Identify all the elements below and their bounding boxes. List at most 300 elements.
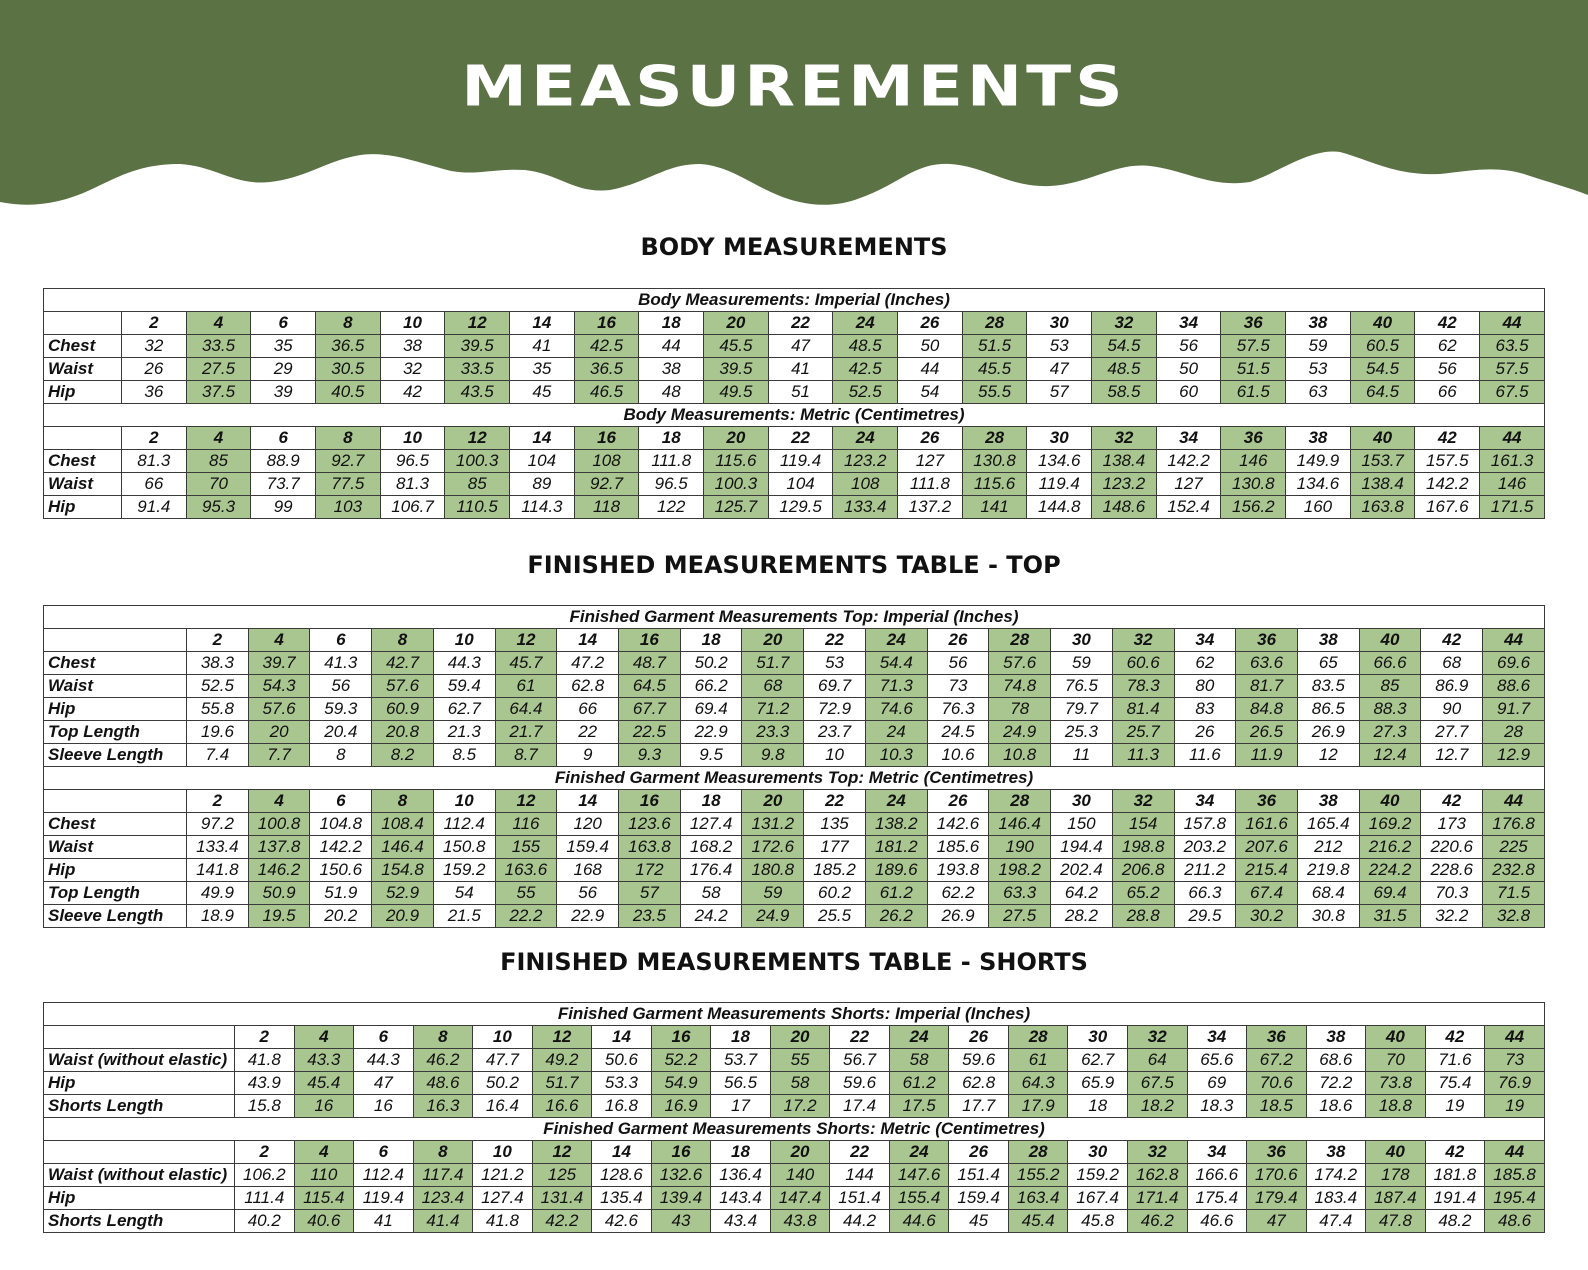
value-cell: 30.8 xyxy=(1297,905,1359,928)
value-cell: 83.5 xyxy=(1297,675,1359,698)
value-cell: 54 xyxy=(433,882,495,905)
value-cell: 51.5 xyxy=(1221,358,1286,381)
value-cell: 42 xyxy=(380,381,445,404)
value-cell: 65.9 xyxy=(1068,1072,1128,1095)
size-header-cell: 36 xyxy=(1236,790,1298,813)
value-cell: 48.6 xyxy=(1485,1210,1545,1233)
size-header-cell: 32 xyxy=(1112,790,1174,813)
size-header-cell: 12 xyxy=(495,790,557,813)
table-row xyxy=(44,652,1545,675)
value-cell: 64.3 xyxy=(1008,1072,1068,1095)
size-header-cell: 16 xyxy=(651,1141,711,1164)
value-cell: 58.5 xyxy=(1092,381,1157,404)
value-cell: 207.6 xyxy=(1236,836,1298,859)
size-header-cell: 6 xyxy=(251,312,316,335)
size-header-cell: 8 xyxy=(316,312,381,335)
value-cell: 232.8 xyxy=(1483,859,1545,882)
value-cell: 76.3 xyxy=(927,698,989,721)
value-cell: 63.5 xyxy=(1480,335,1545,358)
value-cell: 71.2 xyxy=(742,698,804,721)
value-cell: 118 xyxy=(574,496,639,519)
value-cell: 8.7 xyxy=(495,744,557,767)
value-cell: 88.9 xyxy=(251,450,316,473)
value-cell: 146 xyxy=(1221,450,1286,473)
value-cell: 69.6 xyxy=(1483,652,1545,675)
value-cell: 41.4 xyxy=(413,1210,473,1233)
size-header-cell: 8 xyxy=(413,1026,473,1049)
value-cell: 46.2 xyxy=(413,1049,473,1072)
value-cell: 11.6 xyxy=(1174,744,1236,767)
size-header-cell: 40 xyxy=(1366,1141,1426,1164)
value-cell: 59 xyxy=(742,882,804,905)
value-cell: 142.6 xyxy=(927,813,989,836)
value-cell: 106.7 xyxy=(380,496,445,519)
value-cell: 68.6 xyxy=(1306,1049,1366,1072)
size-header-row xyxy=(44,629,1545,652)
value-cell: 47 xyxy=(1027,358,1092,381)
value-cell: 59.6 xyxy=(830,1072,890,1095)
value-cell: 104 xyxy=(768,473,833,496)
value-cell: 8.2 xyxy=(372,744,434,767)
size-header-cell: 34 xyxy=(1174,790,1236,813)
value-cell: 131.4 xyxy=(532,1187,592,1210)
value-cell: 18.9 xyxy=(187,905,249,928)
value-cell: 148.6 xyxy=(1092,496,1157,519)
size-header-cell: 24 xyxy=(833,427,898,450)
row-label: Waist (without elastic) xyxy=(44,1164,235,1187)
size-header-cell: 16 xyxy=(651,1026,711,1049)
value-cell: 91.4 xyxy=(122,496,187,519)
table-caption: Finished Garment Measurements Shorts: Metric (Centimetres) xyxy=(44,1118,1545,1141)
value-cell: 110.5 xyxy=(445,496,510,519)
value-cell: 120 xyxy=(557,813,619,836)
table-row xyxy=(44,473,1545,496)
size-header-cell: 30 xyxy=(1068,1141,1128,1164)
value-cell: 23.3 xyxy=(742,721,804,744)
size-header-cell: 14 xyxy=(510,312,575,335)
size-header-cell: 26 xyxy=(898,427,963,450)
row-label: Sleeve Length xyxy=(44,905,187,928)
value-cell: 137.8 xyxy=(248,836,310,859)
value-cell: 42.6 xyxy=(592,1210,652,1233)
value-cell: 15.8 xyxy=(235,1095,295,1118)
value-cell: 99 xyxy=(251,496,316,519)
value-cell: 9.8 xyxy=(742,744,804,767)
value-cell: 46.5 xyxy=(574,381,639,404)
value-cell: 53 xyxy=(1286,358,1351,381)
value-cell: 44.3 xyxy=(354,1049,414,1072)
row-label: Hip xyxy=(44,1187,235,1210)
value-cell: 44.6 xyxy=(889,1210,949,1233)
value-cell: 140 xyxy=(770,1164,830,1187)
value-cell: 48.6 xyxy=(413,1072,473,1095)
value-cell: 212 xyxy=(1297,836,1359,859)
value-cell: 84.8 xyxy=(1236,698,1298,721)
value-cell: 17.7 xyxy=(949,1095,1009,1118)
value-cell: 11.3 xyxy=(1112,744,1174,767)
value-cell: 88.3 xyxy=(1359,698,1421,721)
value-cell: 39 xyxy=(251,381,316,404)
value-cell: 7.7 xyxy=(248,744,310,767)
value-cell: 64.4 xyxy=(495,698,557,721)
value-cell: 10.3 xyxy=(865,744,927,767)
value-cell: 19.5 xyxy=(248,905,310,928)
table-row xyxy=(44,882,1545,905)
size-header-cell: 18 xyxy=(680,790,742,813)
value-cell: 11 xyxy=(1051,744,1113,767)
size-header-cell: 6 xyxy=(310,790,372,813)
value-cell: 134.6 xyxy=(1286,473,1351,496)
value-cell: 68 xyxy=(1421,652,1483,675)
value-cell: 24.2 xyxy=(680,905,742,928)
value-cell: 10.8 xyxy=(989,744,1051,767)
value-cell: 47 xyxy=(354,1072,414,1095)
value-cell: 36 xyxy=(122,381,187,404)
value-cell: 74.8 xyxy=(989,675,1051,698)
size-header-row xyxy=(44,1026,1545,1049)
value-cell: 72.2 xyxy=(1306,1072,1366,1095)
size-header-cell: 26 xyxy=(898,312,963,335)
value-cell: 40.5 xyxy=(316,381,381,404)
value-cell: 70.3 xyxy=(1421,882,1483,905)
value-cell: 39.5 xyxy=(445,335,510,358)
value-cell: 136.4 xyxy=(711,1164,771,1187)
value-cell: 159.2 xyxy=(1068,1164,1128,1187)
size-header-cell: 36 xyxy=(1247,1026,1307,1049)
section-title-shorts: FINISHED MEASUREMENTS TABLE - SHORTS xyxy=(500,948,1088,976)
size-header-cell: 28 xyxy=(989,629,1051,652)
value-cell: 142.2 xyxy=(310,836,372,859)
value-cell: 35 xyxy=(510,358,575,381)
value-cell: 198.8 xyxy=(1112,836,1174,859)
value-cell: 111.4 xyxy=(235,1187,295,1210)
value-cell: 40.2 xyxy=(235,1210,295,1233)
value-cell: 198.2 xyxy=(989,859,1051,882)
value-cell: 80 xyxy=(1174,675,1236,698)
row-label: Shorts Length xyxy=(44,1095,235,1118)
value-cell: 132.6 xyxy=(651,1164,711,1187)
size-header-cell: 26 xyxy=(927,629,989,652)
value-cell: 38 xyxy=(380,335,445,358)
value-cell: 64.2 xyxy=(1051,882,1113,905)
value-cell: 143.4 xyxy=(711,1187,771,1210)
value-cell: 103 xyxy=(316,496,381,519)
value-cell: 51.9 xyxy=(310,882,372,905)
row-label: Chest xyxy=(44,652,187,675)
size-header-cell: 38 xyxy=(1306,1141,1366,1164)
value-cell: 45.8 xyxy=(1068,1210,1128,1233)
row-label: Hip xyxy=(44,381,122,404)
value-cell: 24 xyxy=(865,721,927,744)
value-cell: 62 xyxy=(1174,652,1236,675)
value-cell: 18.6 xyxy=(1306,1095,1366,1118)
value-cell: 142.2 xyxy=(1156,450,1221,473)
value-cell: 58 xyxy=(889,1049,949,1072)
value-cell: 163.8 xyxy=(619,836,681,859)
value-cell: 19 xyxy=(1425,1095,1485,1118)
header-corner-cell xyxy=(44,1141,235,1164)
value-cell: 25.5 xyxy=(804,905,866,928)
table-row xyxy=(44,450,1545,473)
value-cell: 96.5 xyxy=(380,450,445,473)
value-cell: 25.7 xyxy=(1112,721,1174,744)
value-cell: 68 xyxy=(742,675,804,698)
value-cell: 60.2 xyxy=(804,882,866,905)
section-title-top: FINISHED MEASUREMENTS TABLE - TOP xyxy=(527,551,1061,579)
value-cell: 66 xyxy=(1415,381,1480,404)
value-cell: 8 xyxy=(310,744,372,767)
value-cell: 116 xyxy=(495,813,557,836)
size-header-cell: 40 xyxy=(1359,629,1421,652)
value-cell: 150.8 xyxy=(433,836,495,859)
value-cell: 155.2 xyxy=(1008,1164,1068,1187)
value-cell: 39.7 xyxy=(248,652,310,675)
value-cell: 57.5 xyxy=(1221,335,1286,358)
table-row xyxy=(44,721,1545,744)
value-cell: 16.3 xyxy=(413,1095,473,1118)
value-cell: 28 xyxy=(1483,721,1545,744)
value-cell: 85 xyxy=(1359,675,1421,698)
value-cell: 48.7 xyxy=(619,652,681,675)
size-header-cell: 4 xyxy=(186,427,251,450)
value-cell: 59.4 xyxy=(433,675,495,698)
value-cell: 153.7 xyxy=(1350,450,1415,473)
size-header-cell: 42 xyxy=(1415,312,1480,335)
size-header-cell: 4 xyxy=(248,790,310,813)
body-measurements-table xyxy=(43,288,1545,519)
value-cell: 67.5 xyxy=(1480,381,1545,404)
value-cell: 193.8 xyxy=(927,859,989,882)
size-header-cell: 12 xyxy=(532,1141,592,1164)
value-cell: 220.6 xyxy=(1421,836,1483,859)
value-cell: 133.4 xyxy=(833,496,898,519)
value-cell: 49.9 xyxy=(187,882,249,905)
table-row xyxy=(44,675,1545,698)
value-cell: 63.3 xyxy=(989,882,1051,905)
value-cell: 122 xyxy=(639,496,704,519)
value-cell: 138.4 xyxy=(1350,473,1415,496)
size-header-cell: 14 xyxy=(592,1026,652,1049)
row-label: Top Length xyxy=(44,882,187,905)
value-cell: 119.4 xyxy=(354,1187,414,1210)
value-cell: 54.5 xyxy=(1350,358,1415,381)
value-cell: 29.5 xyxy=(1174,905,1236,928)
value-cell: 17.9 xyxy=(1008,1095,1068,1118)
size-header-cell: 30 xyxy=(1051,629,1113,652)
value-cell: 89 xyxy=(510,473,575,496)
value-cell: 41.3 xyxy=(310,652,372,675)
value-cell: 108 xyxy=(833,473,898,496)
size-header-cell: 4 xyxy=(294,1026,354,1049)
size-header-cell: 28 xyxy=(962,312,1027,335)
value-cell: 172 xyxy=(619,859,681,882)
value-cell: 134.6 xyxy=(1027,450,1092,473)
size-header-cell: 24 xyxy=(889,1026,949,1049)
size-header-cell: 34 xyxy=(1156,427,1221,450)
table-row xyxy=(44,859,1545,882)
size-header-cell: 20 xyxy=(704,427,769,450)
table-caption: Body Measurements: Metric (Centimetres) xyxy=(44,404,1545,427)
value-cell: 20.2 xyxy=(310,905,372,928)
value-cell: 18.2 xyxy=(1127,1095,1187,1118)
size-header-cell: 8 xyxy=(372,629,434,652)
header-banner xyxy=(0,0,1588,230)
value-cell: 81.3 xyxy=(380,473,445,496)
value-cell: 78.3 xyxy=(1112,675,1174,698)
value-cell: 61 xyxy=(1008,1049,1068,1072)
value-cell: 169.2 xyxy=(1359,813,1421,836)
value-cell: 127.4 xyxy=(680,813,742,836)
table-caption-row xyxy=(44,1003,1545,1026)
value-cell: 159.4 xyxy=(557,836,619,859)
value-cell: 26.9 xyxy=(1297,721,1359,744)
value-cell: 171.4 xyxy=(1127,1187,1187,1210)
value-cell: 45.5 xyxy=(962,358,1027,381)
value-cell: 112.4 xyxy=(354,1164,414,1187)
value-cell: 170.6 xyxy=(1247,1164,1307,1187)
value-cell: 62.2 xyxy=(927,882,989,905)
value-cell: 106.2 xyxy=(235,1164,295,1187)
size-header-cell: 14 xyxy=(510,427,575,450)
value-cell: 110 xyxy=(294,1164,354,1187)
table-row xyxy=(44,1187,1545,1210)
size-header-cell: 32 xyxy=(1112,629,1174,652)
value-cell: 26.9 xyxy=(927,905,989,928)
value-cell: 151.4 xyxy=(830,1187,890,1210)
size-header-cell: 42 xyxy=(1421,629,1483,652)
size-header-cell: 28 xyxy=(989,790,1051,813)
value-cell: 9.3 xyxy=(619,744,681,767)
value-cell: 167.4 xyxy=(1068,1187,1128,1210)
size-header-row xyxy=(44,427,1545,450)
value-cell: 73 xyxy=(927,675,989,698)
value-cell: 43.4 xyxy=(711,1210,771,1233)
row-label: Waist xyxy=(44,358,122,381)
size-header-cell: 4 xyxy=(248,629,310,652)
value-cell: 165.4 xyxy=(1297,813,1359,836)
value-cell: 73.8 xyxy=(1366,1072,1426,1095)
value-cell: 16.6 xyxy=(532,1095,592,1118)
size-header-cell: 38 xyxy=(1286,427,1351,450)
size-header-cell: 26 xyxy=(949,1141,1009,1164)
row-label: Chest xyxy=(44,450,122,473)
size-header-cell: 18 xyxy=(639,427,704,450)
value-cell: 131.2 xyxy=(742,813,804,836)
value-cell: 61.2 xyxy=(889,1072,949,1095)
value-cell: 176.8 xyxy=(1483,813,1545,836)
size-header-cell: 22 xyxy=(804,790,866,813)
value-cell: 22.9 xyxy=(680,721,742,744)
size-header-cell: 22 xyxy=(830,1141,890,1164)
value-cell: 59.3 xyxy=(310,698,372,721)
table-row xyxy=(44,1095,1545,1118)
table-caption-row xyxy=(44,767,1545,790)
value-cell: 62.8 xyxy=(557,675,619,698)
value-cell: 176.4 xyxy=(680,859,742,882)
value-cell: 219.8 xyxy=(1297,859,1359,882)
size-header-cell: 6 xyxy=(310,629,372,652)
value-cell: 58 xyxy=(770,1072,830,1095)
size-header-cell: 14 xyxy=(557,629,619,652)
value-cell: 163.8 xyxy=(1350,496,1415,519)
table-caption-row xyxy=(44,606,1545,629)
value-cell: 83 xyxy=(1174,698,1236,721)
value-cell: 53 xyxy=(1027,335,1092,358)
value-cell: 66 xyxy=(557,698,619,721)
table-caption: Finished Garment Measurements Shorts: Imperial (Inches) xyxy=(44,1003,1545,1026)
size-header-cell: 2 xyxy=(122,427,187,450)
value-cell: 95.3 xyxy=(186,496,251,519)
value-cell: 41.8 xyxy=(473,1210,533,1233)
value-cell: 77.5 xyxy=(316,473,381,496)
value-cell: 71.5 xyxy=(1483,882,1545,905)
size-header-cell: 30 xyxy=(1027,427,1092,450)
value-cell: 112.4 xyxy=(433,813,495,836)
value-cell: 26.5 xyxy=(1236,721,1298,744)
value-cell: 7.4 xyxy=(187,744,249,767)
value-cell: 10 xyxy=(804,744,866,767)
value-cell: 57.6 xyxy=(248,698,310,721)
size-header-cell: 6 xyxy=(354,1026,414,1049)
value-cell: 159.2 xyxy=(433,859,495,882)
value-cell: 26 xyxy=(1174,721,1236,744)
size-header-cell: 20 xyxy=(770,1026,830,1049)
value-cell: 133.4 xyxy=(187,836,249,859)
value-cell: 144.8 xyxy=(1027,496,1092,519)
value-cell: 127.4 xyxy=(473,1187,533,1210)
value-cell: 26.2 xyxy=(865,905,927,928)
section-title-body: BODY MEASUREMENTS xyxy=(640,233,948,261)
size-header-cell: 2 xyxy=(235,1026,295,1049)
size-header-cell: 34 xyxy=(1156,312,1221,335)
value-cell: 67.5 xyxy=(1127,1072,1187,1095)
size-header-cell: 32 xyxy=(1127,1026,1187,1049)
value-cell: 54.4 xyxy=(865,652,927,675)
value-cell: 32 xyxy=(380,358,445,381)
value-cell: 73.7 xyxy=(251,473,316,496)
value-cell: 191.4 xyxy=(1425,1187,1485,1210)
value-cell: 32 xyxy=(122,335,187,358)
value-cell: 215.4 xyxy=(1236,859,1298,882)
value-cell: 41 xyxy=(510,335,575,358)
value-cell: 57.6 xyxy=(989,652,1051,675)
value-cell: 42.2 xyxy=(532,1210,592,1233)
value-cell: 9 xyxy=(557,744,619,767)
value-cell: 16.9 xyxy=(651,1095,711,1118)
value-cell: 162.8 xyxy=(1127,1164,1187,1187)
value-cell: 177 xyxy=(804,836,866,859)
size-header-cell: 10 xyxy=(380,312,445,335)
value-cell: 155.4 xyxy=(889,1187,949,1210)
size-header-cell: 44 xyxy=(1485,1026,1545,1049)
size-header-cell: 40 xyxy=(1366,1026,1426,1049)
value-cell: 44.3 xyxy=(433,652,495,675)
value-cell: 175.4 xyxy=(1187,1187,1247,1210)
value-cell: 17.4 xyxy=(830,1095,890,1118)
value-cell: 125.7 xyxy=(704,496,769,519)
table-row xyxy=(44,335,1545,358)
value-cell: 100.8 xyxy=(248,813,310,836)
value-cell: 55.5 xyxy=(962,381,1027,404)
value-cell: 127 xyxy=(898,450,963,473)
size-header-cell: 44 xyxy=(1483,790,1545,813)
value-cell: 81.7 xyxy=(1236,675,1298,698)
value-cell: 32.2 xyxy=(1421,905,1483,928)
value-cell: 28.8 xyxy=(1112,905,1174,928)
value-cell: 114.3 xyxy=(510,496,575,519)
value-cell: 16.4 xyxy=(473,1095,533,1118)
value-cell: 61 xyxy=(495,675,557,698)
